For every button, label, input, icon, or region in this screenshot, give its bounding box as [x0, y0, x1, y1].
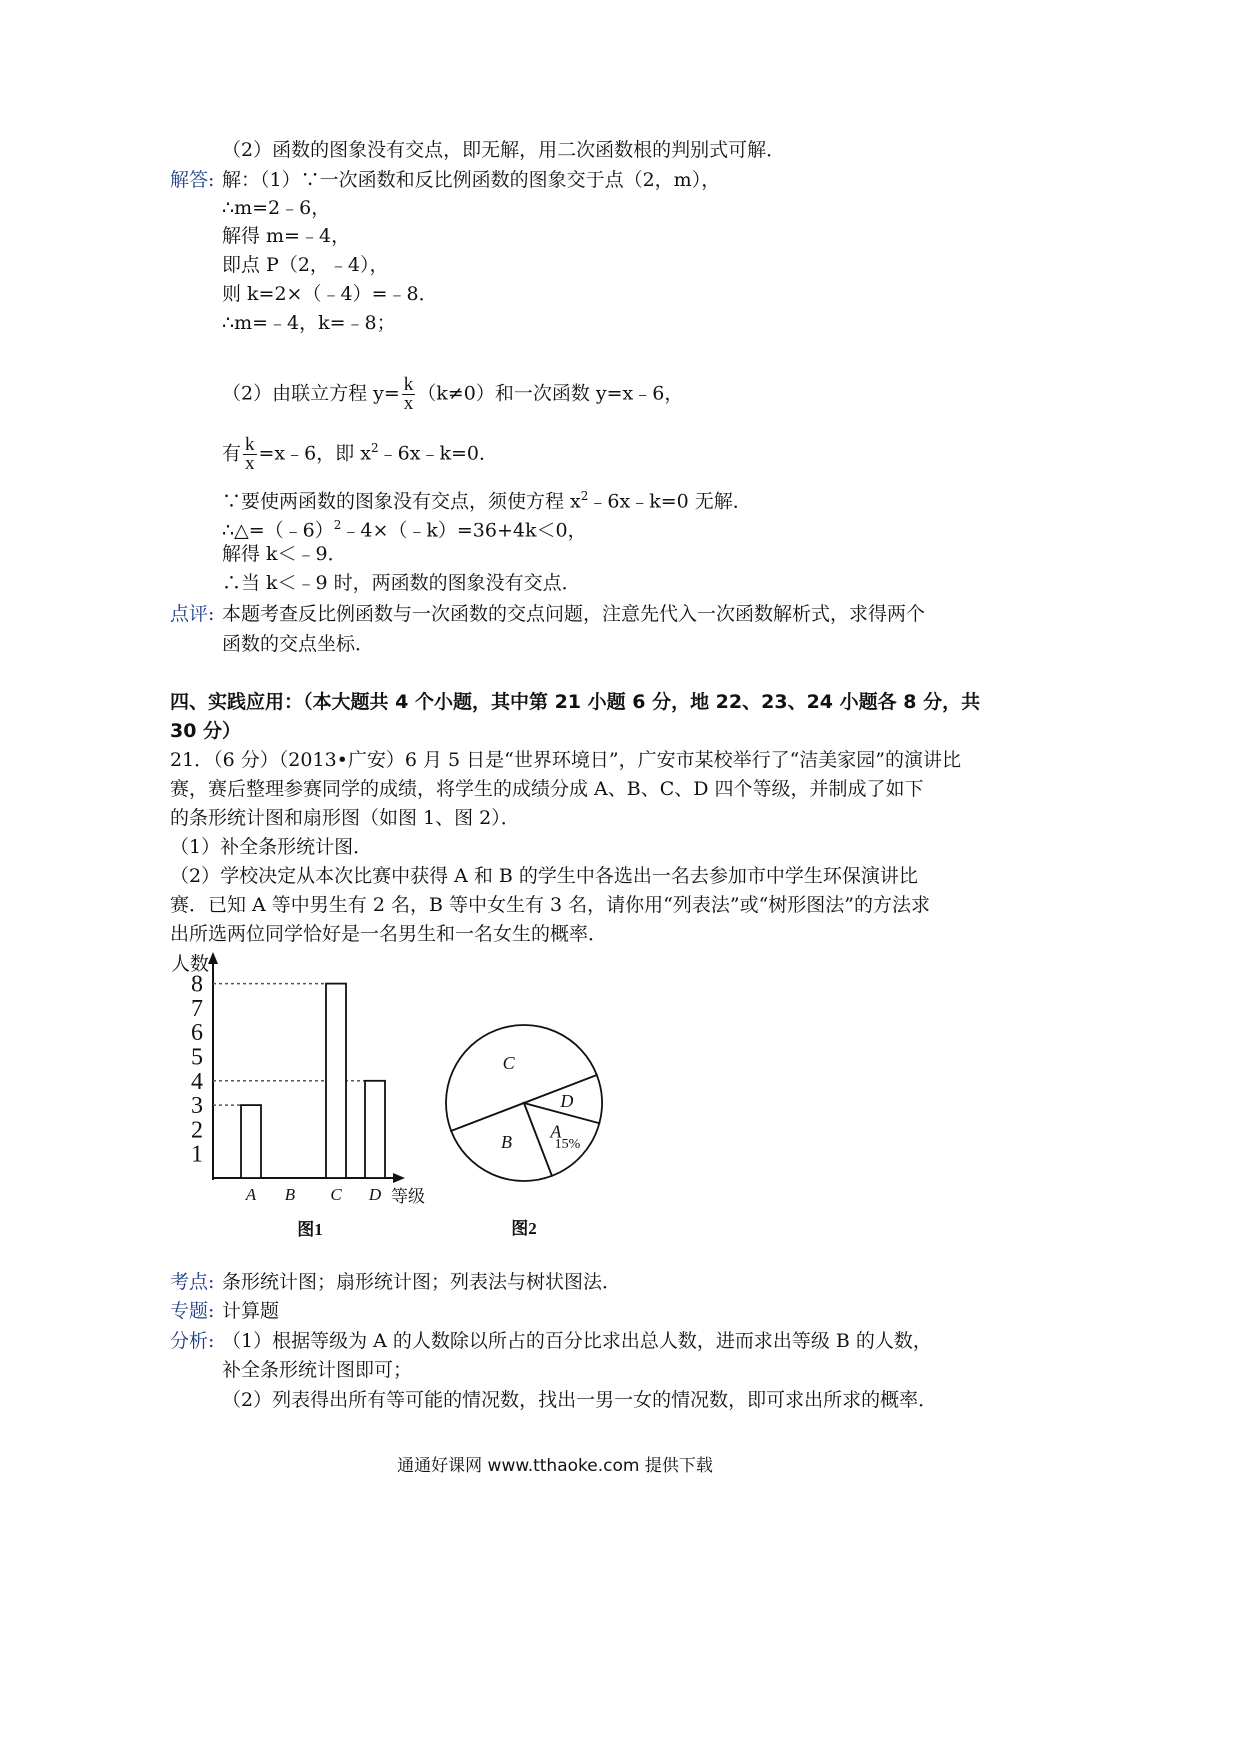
question-21-line-5: （2）学校决定从本次比赛中获得 A 和 B 的学生中各选出一名去参加市中学生环保演讲比: [170, 865, 918, 887]
x-tick-label: A: [245, 1185, 257, 1204]
x-axis-label: 等级: [391, 1187, 425, 1206]
answer-line-5: 则 k=2×（﹣4）=﹣8．: [222, 283, 438, 305]
section-heading-line-2: 30 分）: [170, 720, 242, 742]
bar: [326, 984, 346, 1178]
text: ﹣6x﹣k=0 无解．: [588, 490, 752, 513]
superscript: 2: [371, 441, 379, 455]
fraction-k-over-x: [243, 433, 257, 474]
solution-hint-line: （2）函数的图象没有交点，即无解，用二次函数根的判别式可解．: [222, 139, 786, 161]
y-tick-label: 5: [191, 1044, 203, 1071]
text: ∴△=（﹣6）: [222, 519, 334, 542]
answer-label: 解答:: [170, 169, 215, 191]
pie-annotation: 15%: [554, 1137, 581, 1153]
y-tick-label: 3: [191, 1093, 203, 1120]
answer-part2-line-5: 解得 k＜﹣9．: [222, 543, 347, 565]
question-21-line-3: 的条形统计图和扇形图（如图 1、图 2）．: [170, 807, 520, 829]
answer-part2-line-1: [222, 376, 683, 413]
superscript: 2: [580, 489, 589, 503]
fenxi-line-2: 补全条形统计图即可；: [222, 1359, 413, 1381]
text: （k≠0）和一次函数 y=x﹣6，: [417, 382, 684, 405]
question-21-line-1: 21．（6 分）（2013•广安）6 月 5 日是“世界环境日”，广安市某校举行了“洁美家园”的演讲比: [170, 749, 962, 771]
pie-label: A: [550, 1121, 562, 1142]
y-axis-arrow-icon: [208, 952, 218, 964]
zhuanti-label: 专题:: [170, 1300, 215, 1322]
x-tick-label: B: [284, 1185, 296, 1204]
comment-line-2: 函数的交点坐标．: [222, 633, 375, 655]
fraction-k-over-x: [402, 376, 416, 413]
y-tick-label: 7: [191, 995, 203, 1022]
fraction-denominator: x: [403, 393, 414, 414]
x-tick-label: D: [368, 1185, 382, 1204]
pie-label: C: [502, 1052, 515, 1073]
bar-chart-figure-1: [165, 950, 455, 1240]
question-21-line-7: 出所选两位同学恰好是一名男生和一名女生的概率．: [170, 923, 608, 945]
text: （2）由联立方程 y=: [222, 382, 400, 405]
fenxi-label: 分析:: [170, 1330, 215, 1352]
y-tick-label: 2: [191, 1117, 203, 1144]
comment-label: 点评:: [170, 603, 215, 625]
kaodian-label: 考点:: [170, 1271, 215, 1293]
y-tick-label: 4: [191, 1068, 203, 1095]
bar: [365, 1081, 385, 1178]
fenxi-line-1: （1）根据等级为 A 的人数除以所占的百分比求出总人数，进而求出等级 B 的人数，: [222, 1330, 932, 1352]
answer-part2-line-2: [222, 434, 498, 473]
bar: [241, 1105, 261, 1178]
y-tick-label: 6: [191, 1020, 203, 1047]
answer-line-2: ∴m=2﹣6，: [222, 197, 331, 219]
fenxi-line-3: （2）列表得出所有等可能的情况数，找出一男一女的情况数，即可求出所求的概率．: [222, 1389, 938, 1411]
text: ﹣6x﹣k=0．: [378, 442, 498, 465]
answer-line-1: 解：（1）∵一次函数和反比例函数的图象交于点（2，m），: [222, 169, 721, 191]
y-tick-label: 8: [191, 971, 203, 998]
question-21-line-4: （1）补全条形统计图．: [170, 836, 373, 858]
kaodian-text: 条形统计图；扇形统计图；列表法与树状图法．: [222, 1271, 622, 1293]
text: 有: [222, 442, 242, 465]
answer-line-3: 解得 m=﹣4，: [222, 225, 351, 247]
answer-line-4: 即点 P（2，﹣4），: [222, 254, 389, 276]
pie-label: D: [560, 1090, 574, 1111]
zhuanti-text: 计算题: [222, 1300, 280, 1322]
x-tick-label: C: [330, 1185, 342, 1204]
comment-line-1: 本题考查反比例函数与一次函数的交点问题，注意先代入一次函数解析式，求得两个: [222, 603, 926, 625]
figure-caption: 图1: [297, 1220, 323, 1239]
fraction-numerator: k: [245, 433, 255, 455]
page-footer: 通通好课网 www.tthaoke.com 提供下载: [397, 1456, 713, 1476]
answer-line-6: ∴m=﹣4，k=﹣8；: [222, 312, 396, 334]
fraction-denominator: x: [245, 452, 255, 474]
answer-part2-line-6: ∴当 k＜﹣9 时，两函数的图象没有交点．: [222, 572, 581, 594]
text: ﹣4×（﹣k）=36+4k＜0，: [341, 519, 587, 542]
y-tick-label: 1: [191, 1141, 203, 1168]
fraction-numerator: k: [403, 374, 414, 395]
pie-label: B: [501, 1132, 513, 1153]
figure-caption: 图2: [511, 1219, 537, 1238]
question-21-line-2: 赛，赛后整理参赛同学的成绩，将学生的成绩分成 A、B、C、D 四个等级，并制成了如下: [170, 778, 924, 800]
superscript: 2: [333, 518, 342, 532]
y-axis-label: 人数: [171, 954, 210, 975]
text: =x﹣6，即 x: [258, 442, 371, 465]
x-axis-arrow-icon: [393, 1173, 405, 1183]
pie-chart-figure-2: [435, 1010, 625, 1250]
section-heading-line-1: 四、实践应用：（本大题共 4 个小题，其中第 21 小题 6 分，地 22、23、24 小题各 8 分，共: [170, 691, 981, 713]
question-21-line-6: 赛．已知 A 等中男生有 2 名，B 等中女生有 3 名，请你用“列表法”或“树形图法”的方法求: [170, 894, 930, 916]
text: ∵要使两函数的图象没有交点，须使方程 x: [222, 490, 581, 513]
